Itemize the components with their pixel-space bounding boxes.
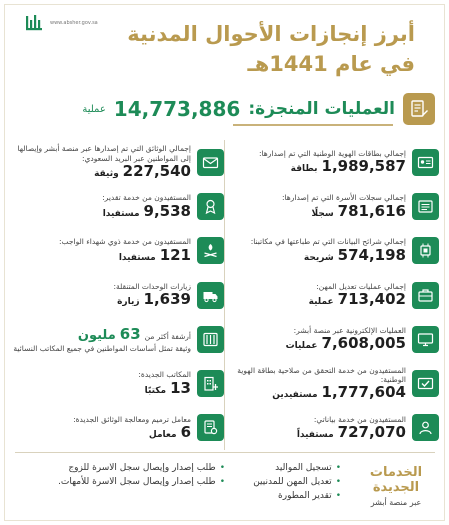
stat-archiving bbox=[10, 317, 224, 361]
stat-unit: وثيقة bbox=[94, 168, 119, 179]
stat-unit: مستفيدا bbox=[118, 252, 156, 263]
list-item: • تقدير المطورة bbox=[253, 490, 341, 504]
stat-id-cards bbox=[225, 140, 439, 184]
stat-value: 574,198 bbox=[337, 245, 406, 264]
stat-family-records bbox=[225, 184, 439, 228]
stat-value: 727,070 bbox=[337, 422, 406, 441]
page-title: أبرز إنجازات الأحوال المدنية bbox=[127, 22, 415, 46]
services-subtitle: عبر منصة أبشر bbox=[370, 498, 422, 507]
stat-value: 1,639 bbox=[143, 290, 191, 309]
mail-icon bbox=[197, 149, 224, 176]
stat-electronic-ops bbox=[225, 317, 439, 361]
stat-restoration-labs bbox=[10, 406, 224, 450]
stat-unit: سجلًا bbox=[311, 208, 334, 219]
stat-my-data bbox=[225, 406, 439, 450]
stat-value: 63 bbox=[119, 324, 141, 343]
stat-mobile-units bbox=[10, 273, 224, 317]
stat-label: إجمالي شرائح البيانات التي تم طباعتها في مكاتبنا: bbox=[250, 237, 406, 247]
stat-value: 121 bbox=[159, 245, 191, 264]
right-stats-column bbox=[225, 140, 439, 450]
id-verify-icon bbox=[412, 370, 439, 397]
stat-label: إجمالي سجلات الأسرة التي تم إصدارها: bbox=[282, 193, 406, 203]
stat-mailed-documents bbox=[10, 140, 224, 184]
headline-unit: عملية bbox=[82, 103, 106, 115]
left-stats-column bbox=[10, 140, 224, 450]
stat-data-chips bbox=[225, 229, 439, 273]
stat-label: المستفيدون من خدمة بياناتي: bbox=[313, 414, 406, 424]
electronic-ops-icon bbox=[412, 326, 439, 353]
headline-total bbox=[15, 92, 435, 126]
stat-label: المستفيدون من خدمة ذوي شهداء الواجب: bbox=[58, 237, 191, 247]
stat-value: 6 bbox=[180, 422, 191, 441]
stat-label-pre: أرشفة أكثر من bbox=[144, 331, 191, 341]
stat-unit: مستفيداً bbox=[296, 429, 334, 440]
stat-unit: بطاقة bbox=[290, 164, 318, 175]
id-card-icon bbox=[412, 149, 439, 176]
stat-unit: زيارة bbox=[117, 297, 140, 308]
archive-icon bbox=[197, 326, 224, 353]
data-chip-icon bbox=[412, 237, 439, 264]
absher-logo bbox=[24, 10, 116, 36]
list-item: • تعديل المهن للمدنيين bbox=[253, 476, 341, 490]
stat-profession-edits bbox=[225, 273, 439, 317]
stat-label: المستفيدون من خدمة تقدير: bbox=[102, 193, 191, 203]
stat-id-verification bbox=[225, 361, 439, 405]
martyrs-icon bbox=[197, 237, 224, 264]
stat-martyrs-families bbox=[10, 229, 224, 273]
stat-new-offices bbox=[10, 361, 224, 405]
stat-label: إجمالي بطاقات الهوية الوطنية التي تم إصدارها: bbox=[258, 148, 406, 158]
list-item: • طلب إصدار وإيصال سجل الاسرة للزوج bbox=[58, 462, 225, 476]
headline-label: العمليات المنجزة: bbox=[248, 99, 395, 119]
services-list-b bbox=[58, 462, 225, 490]
profession-edit-icon bbox=[412, 282, 439, 309]
stat-label: معامل ترميم ومعالجة الوثائق الجديدة: bbox=[73, 414, 191, 424]
stat-label: إجمالي الوثائق التي تم إصدارها عبر منصة أبشر وإيصالها إلى المواطنين عبر البريد السعودي: bbox=[17, 144, 191, 163]
headline-value: 14,773,886 bbox=[113, 97, 241, 121]
stat-label: العمليات الإلكترونية عبر منصة أبشر: bbox=[293, 326, 406, 336]
stat-label: زيارات الوحدات المتنقلة: bbox=[113, 281, 191, 291]
stat-appreciation bbox=[10, 184, 224, 228]
stat-label: المكاتب الجديدة: bbox=[138, 370, 191, 380]
stat-value: 9,538 bbox=[143, 201, 191, 220]
stat-unit: عملية bbox=[308, 297, 334, 308]
list-item: • طلب إصدار وإيصال سجل الاسرة للأمهات. bbox=[58, 476, 225, 490]
stat-unit: عمليات bbox=[285, 341, 318, 352]
services-list-a bbox=[253, 462, 341, 504]
page-subtitle: في عام 1441هـ bbox=[247, 52, 415, 76]
family-register-icon bbox=[412, 193, 439, 220]
absher-logo-icon bbox=[24, 12, 46, 34]
restoration-lab-icon bbox=[197, 414, 224, 441]
logo-url: www.absher.gov.sa bbox=[50, 20, 98, 26]
stat-value: 1,989,587 bbox=[321, 157, 406, 176]
stat-unit: معامل bbox=[148, 429, 177, 440]
stat-value: 713,402 bbox=[337, 290, 406, 309]
stat-value: 1,777,604 bbox=[321, 383, 406, 402]
list-item: • تسجيل المواليد bbox=[253, 462, 341, 476]
stat-million: مليون bbox=[77, 327, 116, 343]
mobile-unit-icon bbox=[197, 282, 224, 309]
headline-underline bbox=[233, 124, 393, 126]
new-office-icon bbox=[197, 370, 224, 397]
stat-label-post: وثيقة تمثل أساسات المواطنين في جميع المكاتب النسائية bbox=[13, 343, 191, 353]
my-data-icon bbox=[412, 414, 439, 441]
stat-unit: مستفيدا bbox=[102, 208, 140, 219]
stat-value: 227,540 bbox=[122, 161, 191, 180]
stat-unit: مستفيدين bbox=[272, 390, 318, 401]
stat-label: إجمالي عمليات تعديل المهن: bbox=[316, 281, 406, 291]
services-separator bbox=[15, 452, 435, 453]
stat-label: المستفيدون من خدمة التحقق من صلاحية بطاقة الهوية الوطنية: bbox=[237, 365, 406, 384]
stat-value: 781,616 bbox=[337, 201, 406, 220]
stat-value: 7,608,005 bbox=[321, 334, 406, 353]
stat-unit: شريحة bbox=[303, 252, 334, 263]
services-title: الخدمات الجديدة bbox=[369, 465, 423, 495]
services-heading bbox=[361, 465, 431, 507]
stat-value: 13 bbox=[170, 378, 191, 397]
document-edit-icon bbox=[403, 93, 435, 125]
stat-unit: مكتبًا bbox=[144, 385, 167, 396]
appreciation-icon bbox=[197, 193, 224, 220]
